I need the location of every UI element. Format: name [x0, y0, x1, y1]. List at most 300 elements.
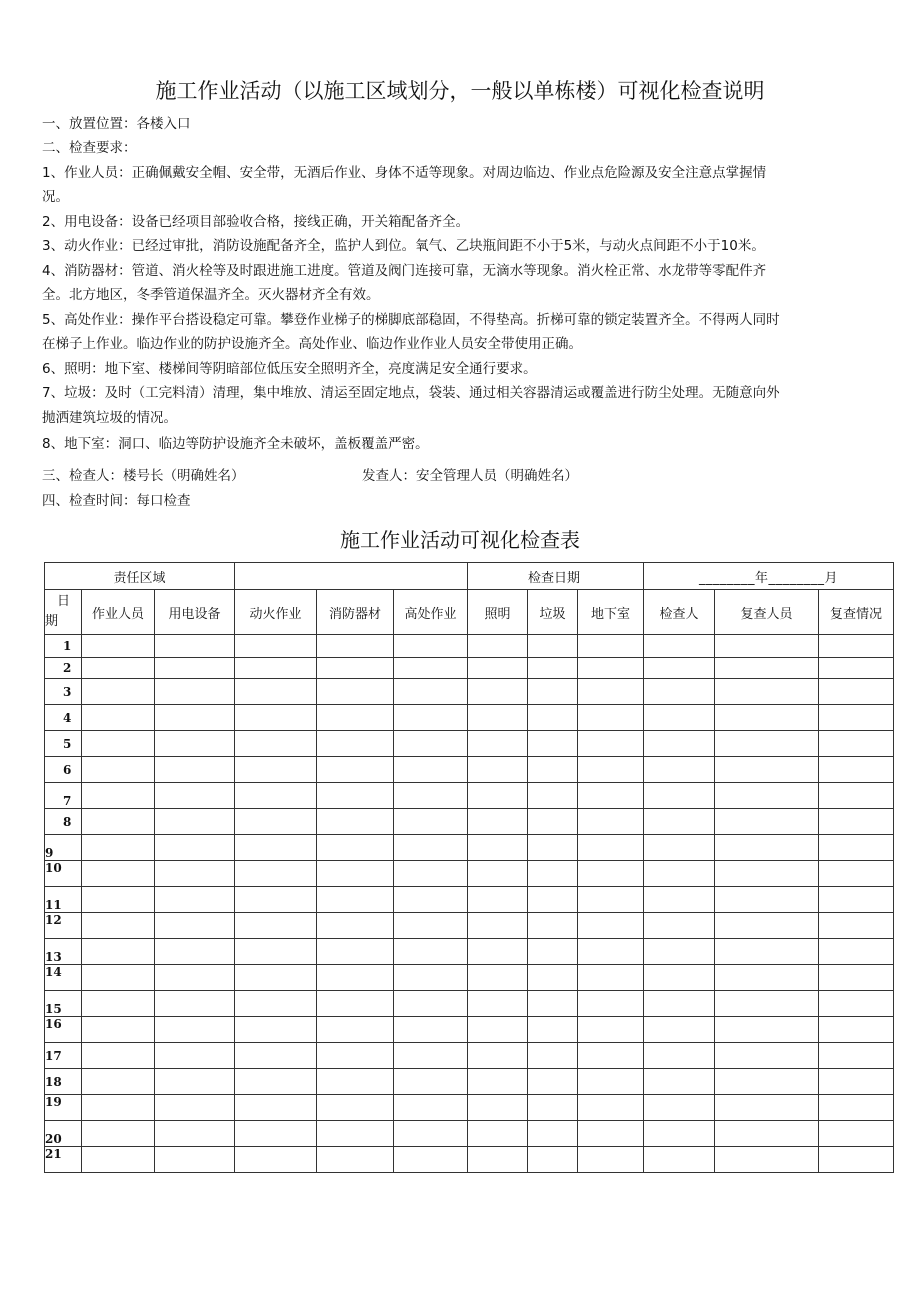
- check-cell[interactable]: [317, 861, 394, 887]
- check-cell[interactable]: [235, 1069, 317, 1095]
- day-number: 10: [45, 861, 82, 887]
- check-cell[interactable]: [82, 757, 155, 783]
- table-row: [45, 731, 894, 757]
- date-label: 检查日期: [468, 563, 644, 590]
- table-row: [45, 679, 894, 705]
- check-cell[interactable]: [819, 1069, 894, 1095]
- check-cell[interactable]: [468, 1043, 528, 1069]
- check-cell[interactable]: [715, 731, 819, 757]
- text-line: 2、用电设备：设备已经项目部验收合格，接线正确，开关箱配备齐全。: [42, 214, 470, 230]
- day-number: 4: [45, 705, 82, 731]
- check-cell[interactable]: [644, 635, 715, 658]
- check-cell[interactable]: [715, 939, 819, 965]
- check-cell[interactable]: [468, 635, 528, 658]
- check-cell[interactable]: [644, 809, 715, 835]
- check-cell[interactable]: [578, 991, 644, 1017]
- check-cell[interactable]: [82, 705, 155, 731]
- table-row: [45, 658, 894, 679]
- check-cell[interactable]: [528, 965, 578, 991]
- check-cell[interactable]: [235, 835, 317, 861]
- table-row: [45, 1043, 894, 1069]
- day-number: 19: [45, 1095, 82, 1121]
- check-cell[interactable]: [644, 835, 715, 861]
- inspection-time-line: 四、检查时间：每口检查: [42, 493, 191, 509]
- table-row: [45, 783, 894, 809]
- check-cell[interactable]: [715, 887, 819, 913]
- check-cell[interactable]: [819, 731, 894, 757]
- day-number: 8: [45, 809, 82, 835]
- check-cell[interactable]: [317, 679, 394, 705]
- day-number: 11: [45, 887, 82, 913]
- table-row: [45, 835, 894, 861]
- check-cell[interactable]: [528, 939, 578, 965]
- day-number: 12: [45, 913, 82, 939]
- inspection-table: [44, 562, 894, 1173]
- check-cell[interactable]: [235, 705, 317, 731]
- check-cell[interactable]: [235, 635, 317, 658]
- check-cell[interactable]: [82, 887, 155, 913]
- check-cell[interactable]: [819, 1121, 894, 1147]
- text-line: 一、放置位置：各楼入口: [42, 116, 191, 132]
- check-cell[interactable]: [82, 861, 155, 887]
- check-cell[interactable]: [528, 679, 578, 705]
- check-cell[interactable]: [578, 913, 644, 939]
- table-row: [45, 635, 894, 658]
- check-cell[interactable]: [155, 731, 235, 757]
- check-cell[interactable]: [468, 705, 528, 731]
- check-cell[interactable]: [578, 939, 644, 965]
- day-number: 9: [45, 835, 82, 861]
- check-cell[interactable]: [155, 1017, 235, 1043]
- check-cell[interactable]: [644, 861, 715, 887]
- check-cell[interactable]: [528, 1043, 578, 1069]
- check-cell[interactable]: [715, 757, 819, 783]
- check-cell[interactable]: [819, 757, 894, 783]
- day-number: 6: [45, 757, 82, 783]
- check-cell[interactable]: [155, 861, 235, 887]
- table-row: [45, 1095, 894, 1121]
- col-header: 复查情况: [819, 590, 894, 635]
- check-cell[interactable]: [394, 1095, 468, 1121]
- col-header: 地下室: [578, 590, 644, 635]
- check-cell[interactable]: [82, 731, 155, 757]
- table-row: [45, 1017, 894, 1043]
- check-cell[interactable]: [468, 1121, 528, 1147]
- check-cell[interactable]: [819, 939, 894, 965]
- check-cell[interactable]: [578, 757, 644, 783]
- day-number: 14: [45, 965, 82, 991]
- check-cell[interactable]: [235, 809, 317, 835]
- check-cell[interactable]: [528, 635, 578, 658]
- text-line: 8、地下室：洞口、临边等防护设施齐全未破坏，盖板覆盖严密。: [42, 436, 429, 452]
- check-cell[interactable]: [819, 809, 894, 835]
- check-cell[interactable]: [578, 887, 644, 913]
- col-header: 消防器材: [317, 590, 394, 635]
- check-cell[interactable]: [819, 705, 894, 731]
- check-cell[interactable]: [578, 783, 644, 809]
- table-row: [45, 757, 894, 783]
- check-cell[interactable]: [715, 658, 819, 679]
- check-cell[interactable]: [644, 705, 715, 731]
- check-cell[interactable]: [317, 1017, 394, 1043]
- check-cell[interactable]: [394, 939, 468, 965]
- check-cell[interactable]: [317, 1043, 394, 1069]
- check-cell[interactable]: [528, 861, 578, 887]
- check-cell[interactable]: [578, 861, 644, 887]
- check-cell[interactable]: [155, 835, 235, 861]
- check-cell[interactable]: [394, 783, 468, 809]
- check-cell[interactable]: [578, 1043, 644, 1069]
- check-cell[interactable]: [819, 679, 894, 705]
- check-cell[interactable]: [235, 1095, 317, 1121]
- check-cell[interactable]: [82, 1043, 155, 1069]
- day-number: 21: [45, 1147, 82, 1173]
- col-header: 作业人员: [82, 590, 155, 635]
- check-cell[interactable]: [468, 939, 528, 965]
- check-cell[interactable]: [644, 658, 715, 679]
- check-cell[interactable]: [528, 1147, 578, 1173]
- text-line: 在梯子上作业。临边作业的防护设施齐全。高处作业、临边作业作业人员安全带使用正确。: [42, 336, 582, 352]
- check-cell[interactable]: [644, 965, 715, 991]
- check-cell[interactable]: [528, 1121, 578, 1147]
- day-number: 20: [45, 1121, 82, 1147]
- col-header: 检查人: [644, 590, 715, 635]
- table-title: 施工作业活动可视化检查表: [340, 528, 580, 552]
- check-cell[interactable]: [155, 1121, 235, 1147]
- check-cell[interactable]: [468, 887, 528, 913]
- area-value-cell[interactable]: [235, 563, 468, 590]
- check-cell[interactable]: [155, 887, 235, 913]
- check-cell[interactable]: [82, 679, 155, 705]
- check-cell[interactable]: [235, 939, 317, 965]
- check-cell[interactable]: [394, 1069, 468, 1095]
- check-cell[interactable]: [82, 835, 155, 861]
- table-row: [45, 809, 894, 835]
- check-cell[interactable]: [578, 731, 644, 757]
- check-cell[interactable]: [235, 913, 317, 939]
- check-cell[interactable]: [644, 991, 715, 1017]
- check-cell[interactable]: [715, 679, 819, 705]
- check-cell[interactable]: [235, 658, 317, 679]
- check-cell[interactable]: [715, 809, 819, 835]
- check-cell[interactable]: [819, 835, 894, 861]
- check-cell[interactable]: [82, 965, 155, 991]
- check-cell[interactable]: [528, 1017, 578, 1043]
- check-cell[interactable]: [819, 783, 894, 809]
- check-cell[interactable]: [235, 861, 317, 887]
- check-cell[interactable]: [715, 1095, 819, 1121]
- check-cell[interactable]: [317, 1147, 394, 1173]
- check-cell[interactable]: [715, 635, 819, 658]
- check-cell[interactable]: [82, 635, 155, 658]
- check-cell[interactable]: [235, 731, 317, 757]
- check-cell[interactable]: [155, 991, 235, 1017]
- check-cell[interactable]: [468, 1095, 528, 1121]
- day-number: 16: [45, 1017, 82, 1043]
- check-cell[interactable]: [317, 835, 394, 861]
- text-line: 4、消防器材：管道、消火栓等及时跟进施工进度。管道及阀门连接可靠，无滴水等现象。消火栓正常、水龙带等零配件齐: [42, 263, 767, 279]
- check-cell[interactable]: [82, 783, 155, 809]
- check-cell[interactable]: [235, 1043, 317, 1069]
- table-row: [45, 705, 894, 731]
- check-cell[interactable]: [578, 705, 644, 731]
- check-cell[interactable]: [578, 635, 644, 658]
- check-cell[interactable]: [715, 1121, 819, 1147]
- check-cell[interactable]: [528, 991, 578, 1017]
- table-row: [45, 939, 894, 965]
- check-cell[interactable]: [715, 991, 819, 1017]
- check-cell[interactable]: [819, 1147, 894, 1173]
- day-number: 5: [45, 731, 82, 757]
- text-line: 3、动火作业：已经过审批，消防设施配备齐全，监护人到位。氧气、乙块瓶间距不小于5米，与动火点间距不小于10米。: [42, 238, 765, 254]
- check-cell[interactable]: [528, 658, 578, 679]
- check-cell[interactable]: [317, 809, 394, 835]
- check-cell[interactable]: [82, 809, 155, 835]
- check-cell[interactable]: [578, 658, 644, 679]
- check-cell[interactable]: [819, 1043, 894, 1069]
- check-cell[interactable]: [819, 887, 894, 913]
- check-cell[interactable]: [394, 705, 468, 731]
- check-cell[interactable]: [468, 991, 528, 1017]
- check-cell[interactable]: [578, 679, 644, 705]
- check-cell[interactable]: [317, 1069, 394, 1095]
- check-cell[interactable]: [578, 835, 644, 861]
- check-cell[interactable]: [528, 783, 578, 809]
- check-cell[interactable]: [394, 635, 468, 658]
- check-cell[interactable]: [317, 783, 394, 809]
- check-cell[interactable]: [394, 861, 468, 887]
- check-cell[interactable]: [317, 965, 394, 991]
- check-cell[interactable]: [644, 679, 715, 705]
- check-cell[interactable]: [578, 1095, 644, 1121]
- check-cell[interactable]: [155, 679, 235, 705]
- check-cell[interactable]: [394, 991, 468, 1017]
- check-cell[interactable]: [235, 679, 317, 705]
- check-cell[interactable]: [468, 861, 528, 887]
- check-cell[interactable]: [644, 1147, 715, 1173]
- check-cell[interactable]: [155, 913, 235, 939]
- check-cell[interactable]: [715, 1043, 819, 1069]
- check-cell[interactable]: [644, 757, 715, 783]
- check-cell[interactable]: [394, 809, 468, 835]
- check-cell[interactable]: [394, 1043, 468, 1069]
- check-cell[interactable]: [317, 705, 394, 731]
- check-cell[interactable]: [155, 809, 235, 835]
- check-cell[interactable]: [468, 757, 528, 783]
- check-cell[interactable]: [578, 1121, 644, 1147]
- day-number: 13: [45, 939, 82, 965]
- check-cell[interactable]: [468, 913, 528, 939]
- col-header: 垃圾: [528, 590, 578, 635]
- text-line: 6、照明：地下室、楼梯间等阴暗部位低压安全照明齐全，亮度满足安全通行要求。: [42, 361, 537, 377]
- table-row: [45, 913, 894, 939]
- check-cell[interactable]: [82, 991, 155, 1017]
- day-number: 7: [45, 783, 82, 809]
- check-cell[interactable]: [394, 679, 468, 705]
- check-cell[interactable]: [819, 965, 894, 991]
- check-cell[interactable]: [468, 1147, 528, 1173]
- check-cell[interactable]: [82, 1121, 155, 1147]
- check-cell[interactable]: [155, 658, 235, 679]
- check-cell[interactable]: [394, 965, 468, 991]
- check-cell[interactable]: [819, 635, 894, 658]
- check-cell[interactable]: [82, 1017, 155, 1043]
- table-row: [45, 991, 894, 1017]
- check-cell[interactable]: [819, 991, 894, 1017]
- day-number: 18: [45, 1069, 82, 1095]
- check-cell[interactable]: [644, 1017, 715, 1043]
- check-cell[interactable]: [715, 1017, 819, 1043]
- check-cell[interactable]: [528, 835, 578, 861]
- check-cell[interactable]: [394, 757, 468, 783]
- text-line: 1、作业人员：正确佩戴安全帽、安全带，无酒后作业、身体不适等现象。对周边临边、作业点危险源及安全注意点掌握情: [42, 165, 767, 181]
- check-cell[interactable]: [317, 887, 394, 913]
- check-cell[interactable]: [82, 1095, 155, 1121]
- check-cell[interactable]: [468, 679, 528, 705]
- check-cell[interactable]: [155, 1147, 235, 1173]
- check-cell[interactable]: [468, 835, 528, 861]
- check-cell[interactable]: [468, 658, 528, 679]
- check-cell[interactable]: [317, 939, 394, 965]
- check-cell[interactable]: [394, 835, 468, 861]
- check-cell[interactable]: [819, 1017, 894, 1043]
- check-cell[interactable]: [468, 1069, 528, 1095]
- table-row: [45, 887, 894, 913]
- check-cell[interactable]: [578, 1147, 644, 1173]
- check-cell[interactable]: [528, 809, 578, 835]
- text-line: 5、高处作业：操作平台搭设稳定可靠。攀登作业梯子的梯脚底部稳固，不得垫高。折梯可靠的锁定装置齐全。不得两人同时: [42, 312, 780, 328]
- day-number: 3: [45, 679, 82, 705]
- check-cell[interactable]: [528, 1069, 578, 1095]
- check-cell[interactable]: [82, 939, 155, 965]
- check-cell[interactable]: [578, 809, 644, 835]
- check-cell[interactable]: [235, 1017, 317, 1043]
- check-cell[interactable]: [155, 939, 235, 965]
- check-cell[interactable]: [394, 658, 468, 679]
- check-cell[interactable]: [394, 1121, 468, 1147]
- check-cell[interactable]: [528, 731, 578, 757]
- check-cell[interactable]: [235, 887, 317, 913]
- check-cell[interactable]: [715, 1147, 819, 1173]
- check-cell[interactable]: [644, 783, 715, 809]
- check-cell[interactable]: [317, 757, 394, 783]
- check-cell[interactable]: [715, 913, 819, 939]
- check-cell[interactable]: [235, 1121, 317, 1147]
- check-cell[interactable]: [235, 991, 317, 1017]
- check-cell[interactable]: [468, 965, 528, 991]
- check-cell[interactable]: [644, 1043, 715, 1069]
- document-title: 施工作业活动（以施工区域划分，一般以单栋楼）可视化检查说明: [155, 79, 765, 103]
- area-label: 责任区域: [45, 563, 235, 590]
- check-cell[interactable]: [819, 658, 894, 679]
- check-cell[interactable]: [155, 1069, 235, 1095]
- date-value[interactable]: ________年________月: [644, 563, 894, 590]
- check-cell[interactable]: [317, 658, 394, 679]
- text-line: 二、检查要求：: [42, 140, 137, 156]
- check-cell[interactable]: [317, 635, 394, 658]
- text-line: 全。北方地区，冬季管道保温齐全。灭火器材齐全有效。: [42, 287, 380, 303]
- check-cell[interactable]: [235, 757, 317, 783]
- check-cell[interactable]: [644, 939, 715, 965]
- day-number: 15: [45, 991, 82, 1017]
- check-cell[interactable]: [468, 783, 528, 809]
- check-cell[interactable]: [155, 965, 235, 991]
- check-cell[interactable]: [394, 1147, 468, 1173]
- check-cell[interactable]: [235, 965, 317, 991]
- check-cell[interactable]: [317, 1095, 394, 1121]
- day-number: 2: [45, 658, 82, 679]
- check-cell[interactable]: [644, 1121, 715, 1147]
- check-cell[interactable]: [715, 783, 819, 809]
- check-cell[interactable]: [155, 1095, 235, 1121]
- check-cell[interactable]: [317, 913, 394, 939]
- check-cell[interactable]: [528, 913, 578, 939]
- check-cell[interactable]: [82, 1069, 155, 1095]
- check-cell[interactable]: [644, 913, 715, 939]
- check-cell[interactable]: [578, 1017, 644, 1043]
- check-cell[interactable]: [468, 809, 528, 835]
- check-cell[interactable]: [644, 1095, 715, 1121]
- check-cell[interactable]: [819, 1095, 894, 1121]
- check-cell[interactable]: [155, 635, 235, 658]
- check-cell[interactable]: [468, 731, 528, 757]
- check-cell[interactable]: [528, 1095, 578, 1121]
- table-row: [45, 1069, 894, 1095]
- check-cell[interactable]: [317, 1121, 394, 1147]
- check-cell[interactable]: [715, 1069, 819, 1095]
- table-row: [45, 965, 894, 991]
- check-cell[interactable]: [528, 757, 578, 783]
- check-cell[interactable]: [715, 861, 819, 887]
- day-number: 17: [45, 1043, 82, 1069]
- check-cell[interactable]: [394, 887, 468, 913]
- text-line: 抛洒建筑垃圾的情况。: [42, 410, 177, 426]
- check-cell[interactable]: [644, 731, 715, 757]
- check-cell[interactable]: [155, 705, 235, 731]
- check-cell[interactable]: [317, 731, 394, 757]
- check-cell[interactable]: [155, 1043, 235, 1069]
- col-header: 高处作业: [394, 590, 468, 635]
- check-cell[interactable]: [155, 783, 235, 809]
- check-cell[interactable]: [155, 757, 235, 783]
- check-cell[interactable]: [715, 705, 819, 731]
- check-cell[interactable]: [394, 731, 468, 757]
- check-cell[interactable]: [644, 1069, 715, 1095]
- col-header: 复查人员: [715, 590, 819, 635]
- check-cell[interactable]: [235, 1147, 317, 1173]
- check-cell[interactable]: [644, 887, 715, 913]
- check-cell[interactable]: [317, 991, 394, 1017]
- check-cell[interactable]: [578, 1069, 644, 1095]
- check-cell[interactable]: [468, 1017, 528, 1043]
- check-cell[interactable]: [82, 1147, 155, 1173]
- check-cell[interactable]: [528, 705, 578, 731]
- check-cell[interactable]: [235, 783, 317, 809]
- table-row: [45, 861, 894, 887]
- check-cell[interactable]: [715, 965, 819, 991]
- text-line: 7、垃圾：及时（工完料清）清理，集中堆放、清运至固定地点，袋装、通过相关容器清运或覆盖进行防尘处理。无随意向外: [42, 385, 780, 401]
- check-cell[interactable]: [819, 861, 894, 887]
- check-cell[interactable]: [82, 913, 155, 939]
- check-cell[interactable]: [578, 965, 644, 991]
- check-cell[interactable]: [528, 887, 578, 913]
- check-cell[interactable]: [394, 913, 468, 939]
- check-cell[interactable]: [819, 913, 894, 939]
- check-cell[interactable]: [82, 658, 155, 679]
- check-cell[interactable]: [394, 1017, 468, 1043]
- check-cell[interactable]: [715, 835, 819, 861]
- table-row: [45, 1147, 894, 1173]
